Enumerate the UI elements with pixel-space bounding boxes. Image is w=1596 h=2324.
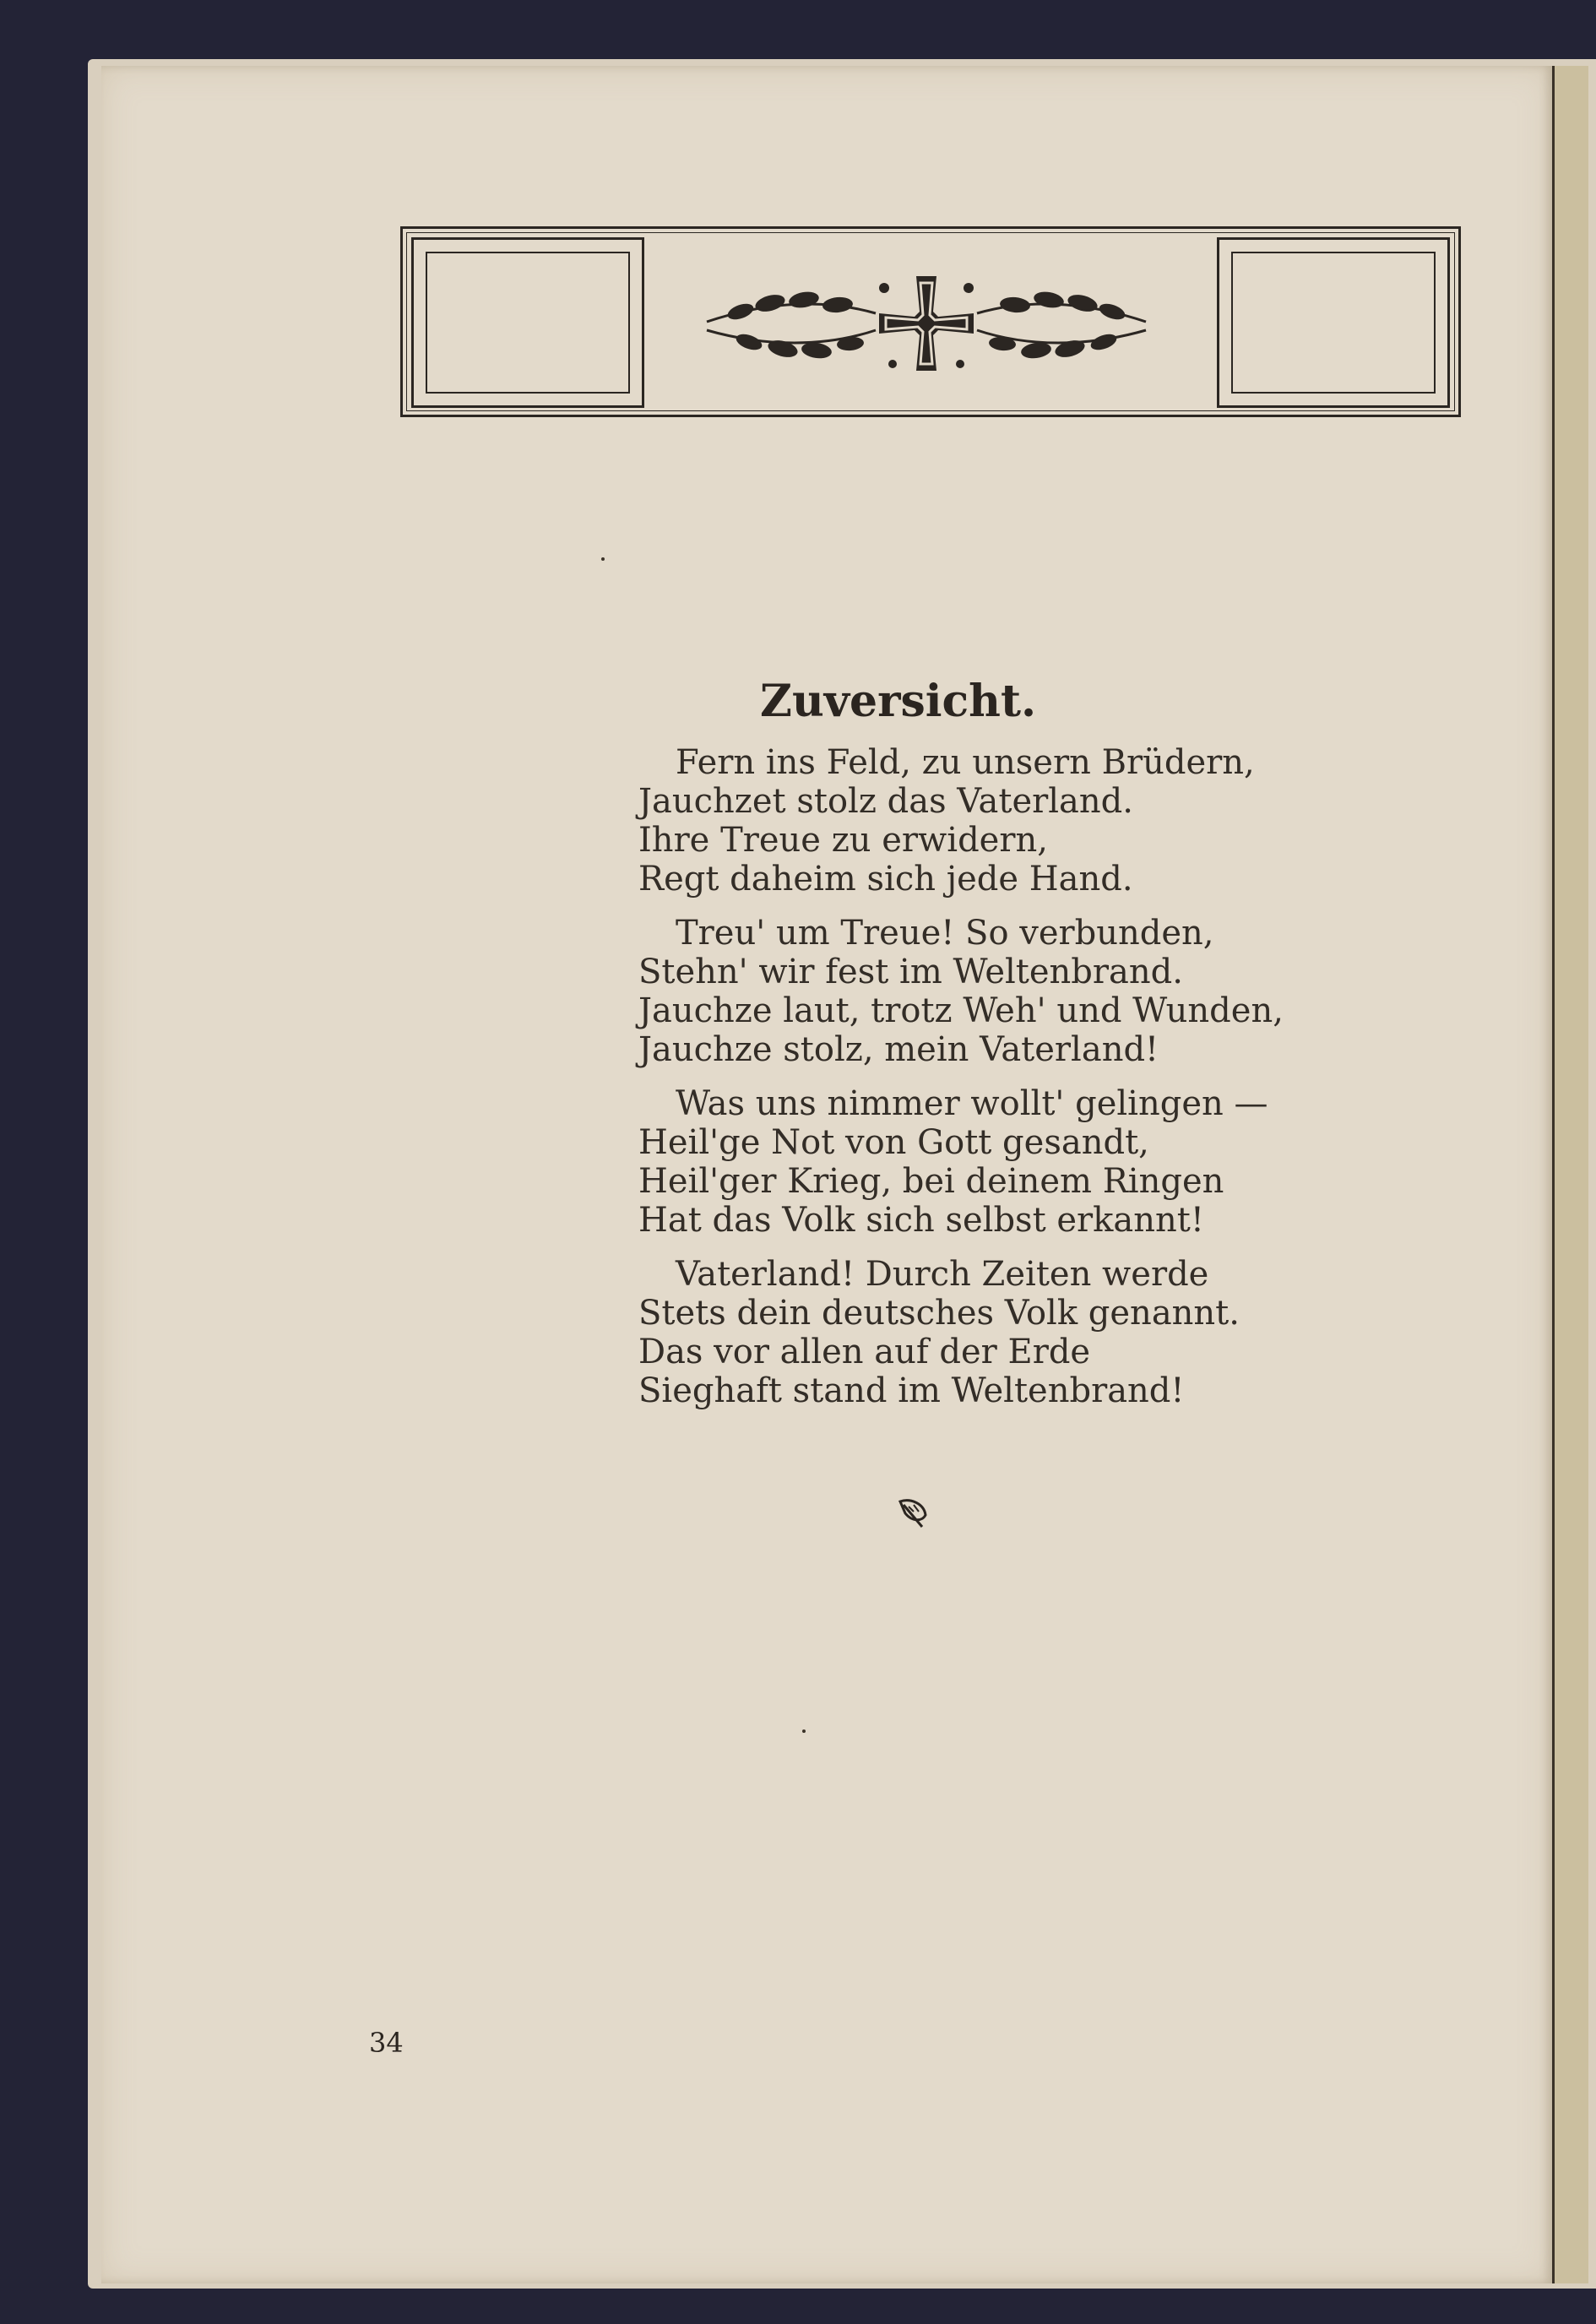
- poem-line: Heil'ger Krieg, bei deinem Ringen: [638, 1162, 1224, 1201]
- poem-body: [638, 743, 1284, 1425]
- stanza: [638, 1084, 1280, 1240]
- poem-line: Was uns nimmer wollt' gelingen —: [676, 1084, 1268, 1123]
- poem-line: Jauchze stolz, mein Vaterland!: [638, 1030, 1159, 1069]
- poem-line: Fern ins Feld, zu unsern Brüdern,: [676, 743, 1255, 782]
- paper-speck: [802, 1729, 806, 1733]
- poem-line: Jauchzet stolz das Vaterland.: [638, 782, 1133, 821]
- paper-speck: [601, 557, 605, 561]
- poem-line: Stets dein deutsches Volk genannt.: [638, 1294, 1240, 1333]
- poem-title: Zuversicht.: [760, 676, 1037, 727]
- leaf-icon: [897, 1496, 931, 1534]
- stanza: [638, 1255, 1280, 1410]
- stanza: [638, 914, 1284, 1069]
- poem-line: Regt daheim sich jede Hand.: [638, 860, 1133, 899]
- poem-line: Sieghaft stand im Weltenbrand!: [638, 1371, 1185, 1410]
- poem-line: Vaterland! Durch Zeiten werde: [676, 1255, 1209, 1294]
- page-number: 34: [369, 2027, 404, 2059]
- poem-line: Jauchze laut, trotz Weh' und Wunden,: [638, 991, 1284, 1030]
- stanza: [638, 743, 1280, 899]
- header-ornament: [400, 226, 1461, 417]
- right-ornament-frame: [1217, 237, 1450, 408]
- poem-line: Ihre Treue zu erwidern,: [638, 821, 1048, 860]
- iron-cross-icon: [690, 246, 1163, 398]
- poem-line: Stehn' wir fest im Weltenbrand.: [638, 953, 1183, 991]
- next-page-edge: [1552, 66, 1588, 2283]
- poem-line: Heil'ge Not von Gott gesandt,: [638, 1123, 1149, 1162]
- left-ornament-frame: [411, 237, 644, 408]
- poem-line: Treu' um Treue! So verbunden,: [676, 914, 1214, 953]
- poem-line: Das vor allen auf der Erde: [638, 1333, 1091, 1371]
- poem-line: Hat das Volk sich selbst erkannt!: [638, 1201, 1204, 1240]
